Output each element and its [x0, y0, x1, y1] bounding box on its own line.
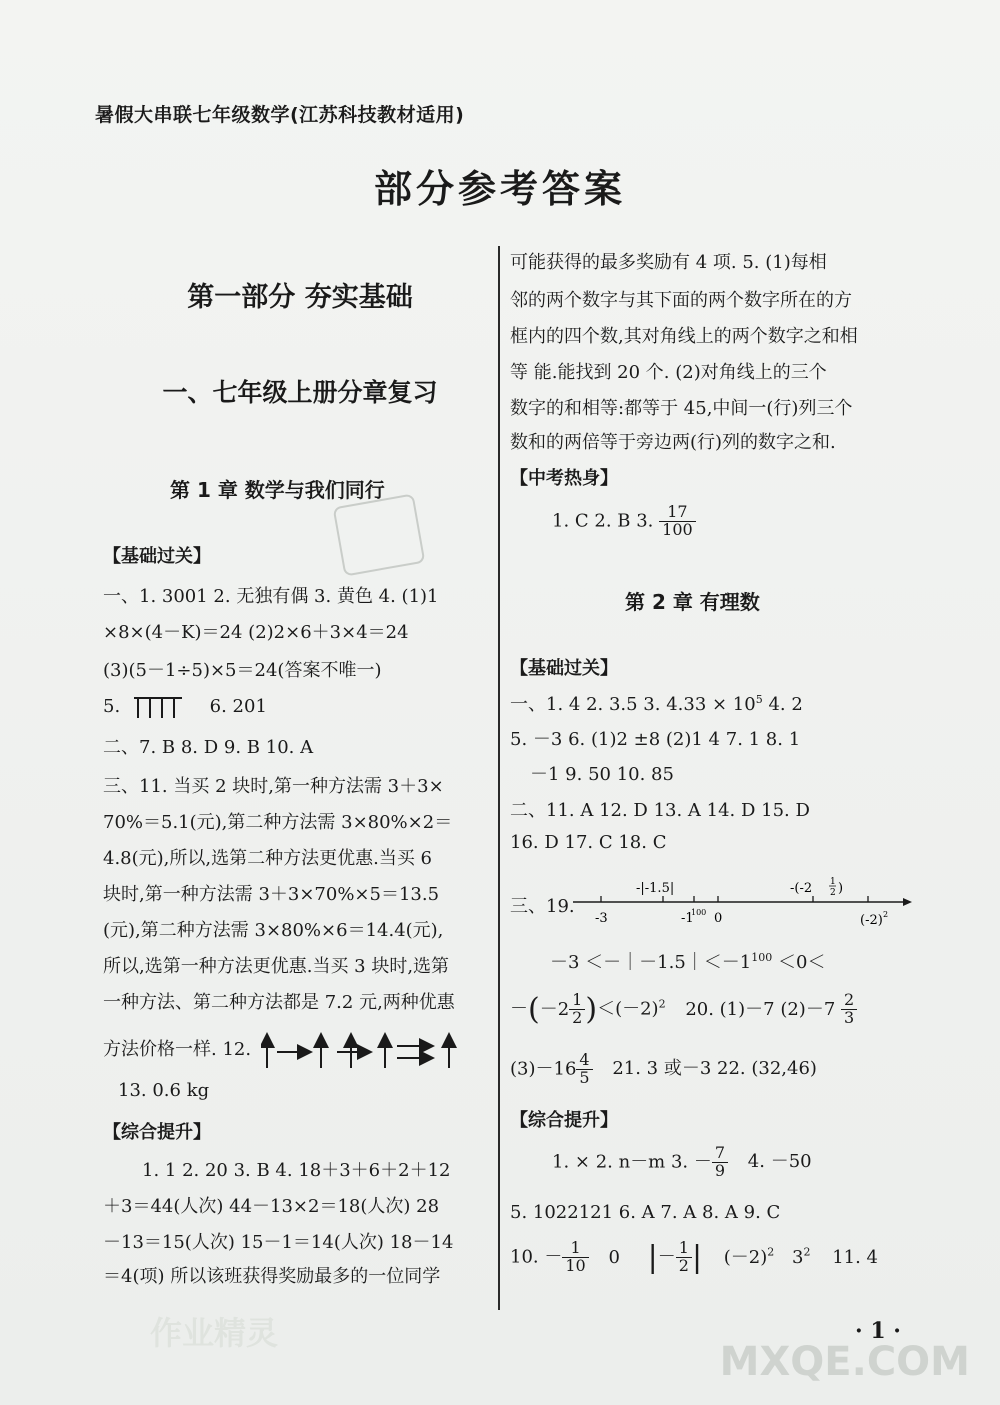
- ch1-line: 4.8(元),所以,选第二种方法更优惠.当买 6: [103, 848, 433, 869]
- ch2-basic-label: 【基础过关】: [510, 658, 618, 679]
- ch1-line: (3)(5－1÷5)×5＝24(答案不唯一): [103, 660, 382, 681]
- axis-label: -|-1.5|: [636, 881, 675, 896]
- page-number: · 1 ·: [855, 1318, 901, 1344]
- right-line: 数字的和相等:都等于 45,中间一(行)列三个: [510, 398, 853, 419]
- axis-label: 0: [714, 911, 723, 926]
- ch1-line: 三、11. 当买 2 块时,第一种方法需 3＋3×: [103, 776, 444, 797]
- ch1-q12-line: [103, 1030, 476, 1070]
- ch1-adv-line: －13＝15(人次) 15－1＝14(人次) 18－14: [103, 1232, 454, 1253]
- ch2-adv-line-3: 10. － $\frac{1}{10}$ 0 |－ $\frac{1}{2}$ | $(-2)^2$ $3^2$ 11. 4: [510, 1238, 879, 1275]
- right-line: 可能获得的最多奖励有 4 项. 5. (1)每相: [510, 252, 827, 273]
- ch1-basic-label: 【基础过关】: [103, 546, 211, 567]
- ch1-line: 13. 0.6 kg: [118, 1080, 210, 1101]
- axis-label: 2: [883, 910, 889, 919]
- chapter1-title: 第 1 章 数学与我们同行: [170, 478, 385, 502]
- fraction: $\frac{4}{5}$: [576, 1052, 592, 1087]
- ch2-adv-line-2: 5. 1022121 6. A 7. A 8. A 9. C: [510, 1202, 781, 1223]
- ch2-advanced-label: 【综合提升】: [510, 1110, 618, 1131]
- axis-label: -1: [681, 911, 694, 926]
- ch1-adv-line: ＋3＝44(人次) 44－13×2＝18(人次) 28: [103, 1196, 440, 1217]
- exam-warmup-label: 【中考热身】: [510, 468, 618, 489]
- watermark-text: 作业精灵: [150, 1314, 279, 1352]
- ch1-line: ×8×(4－K)＝24 (2)2×6＋3×4＝24: [103, 622, 409, 643]
- ch2-line-5: 16. D 17. C 18. C: [510, 832, 667, 853]
- fraction: $\frac{7}{9}$: [712, 1145, 728, 1180]
- section-title: 一、七年级上册分章复习: [162, 378, 438, 407]
- arrow-sequence-icon: [261, 1030, 476, 1070]
- axis-label: (-2): [860, 913, 883, 928]
- number-line-diagram: [568, 872, 913, 932]
- running-header: 暑假大串联七年级数学(江苏科技教材适用): [95, 104, 465, 126]
- q12-text: 方法价格一样. 12.: [103, 1039, 252, 1060]
- corner-watermark: MXQE.COM: [719, 1339, 970, 1385]
- svg-text:1: 1: [830, 877, 836, 887]
- chapter2-title: 第 2 章 有理数: [625, 590, 760, 614]
- ch1-line: 一种方法、第二种方法都是 7.2 元,两种优惠: [103, 992, 455, 1013]
- part-title: 第一部分 夯实基础: [187, 282, 413, 313]
- right-line: 等 能.能找到 20 个. (2)对角线上的三个: [510, 362, 827, 383]
- axis-label: -3: [595, 911, 608, 926]
- ch2-line-8: (3)－16 $\frac{4}{5}$ 21. 3 或－3 22. (32,46): [510, 1050, 817, 1087]
- right-line: 框内的四个数,其对角线上的两个数字之和相: [510, 326, 858, 347]
- fraction: $\frac{2}{3}$: [841, 992, 857, 1027]
- ch2-line-7: －(－2 $\frac{1}{2}$ )$<(-2)^2$ 20. (1)－7 (2)－7 $\frac{2}{3}$: [510, 992, 857, 1027]
- right-line: 邻的两个数字与其下面的两个数字所在的方: [510, 290, 852, 311]
- fraction: $\frac{17}{100}$: [659, 504, 696, 539]
- ch2-line-2: 5. －3 6. (1)2 ±8 (2)1 4 7. 1 8. 1: [510, 729, 801, 750]
- svg-text:2: 2: [830, 888, 836, 898]
- ch1-advanced-label: 【综合提升】: [103, 1122, 211, 1143]
- ch1-line: 二、7. B 8. D 9. B 10. A: [103, 737, 314, 758]
- ch1-line: (元),第二种方法需 3×80%×6＝14.4(元),: [103, 920, 444, 941]
- fraction: $\frac{1}{10}$: [562, 1240, 588, 1275]
- ch1-line: 块时,第一种方法需 3＋3×70%×5＝13.5: [103, 884, 440, 905]
- ch1-line: 所以,选第一种方法更优惠.当买 3 块时,选第: [103, 956, 450, 977]
- q19-label: 三、19.: [510, 896, 575, 917]
- ch1-adv-line: ＝4(项) 所以该班获得奖励最多的一位同学: [103, 1266, 441, 1287]
- ch1-q5: [103, 694, 267, 720]
- ch2-line-6: $-3 <-|-1.5|<-1^{100} <0<$: [550, 951, 826, 973]
- ch1-adv-line: 1. 1 2. 20 3. B 4. 18＋3＋6＋2＋12: [142, 1160, 451, 1181]
- ch2-line-3: －1 9. 50 10. 85: [530, 764, 674, 785]
- page-title: 部分参考答案: [373, 167, 626, 211]
- axis-label: -(-2: [790, 881, 813, 896]
- right-line: 数和的两倍等于旁边两(行)列的数字之和.: [510, 432, 836, 453]
- stamp-seal: [333, 493, 426, 576]
- fraction: $\frac{1}{2}$: [676, 1240, 692, 1275]
- exam-warmup-answers: [552, 504, 696, 539]
- q6-text: 6. 201: [209, 696, 267, 717]
- svg-text:): ): [838, 881, 844, 896]
- ch1-line: 70%＝5.1(元),第二种方法需 3×80%×2＝: [103, 812, 453, 833]
- ch2-adv-line-1: 1. × 2. n－m 3. － $\frac{7}{9}$ 4. －50: [552, 1143, 812, 1180]
- warmup-text: 1. C 2. B 3.: [552, 510, 654, 532]
- mixed-number: －2 $\frac{1}{2}$: [540, 999, 586, 1020]
- tally-marks-icon: [132, 694, 184, 720]
- ch2-line-1: 一、1. 4 2. 3.5 3. $4.33 \times 10^5$ 4. 2: [510, 693, 803, 715]
- axis-label: 100: [691, 908, 707, 917]
- ch2-line-4: 二、11. A 12. D 13. A 14. D 15. D: [510, 800, 810, 821]
- ch1-line: 一、1. 3001 2. 无独有偶 3. 黄色 4. (1)1: [103, 586, 439, 607]
- q5-label: 5.: [103, 696, 121, 717]
